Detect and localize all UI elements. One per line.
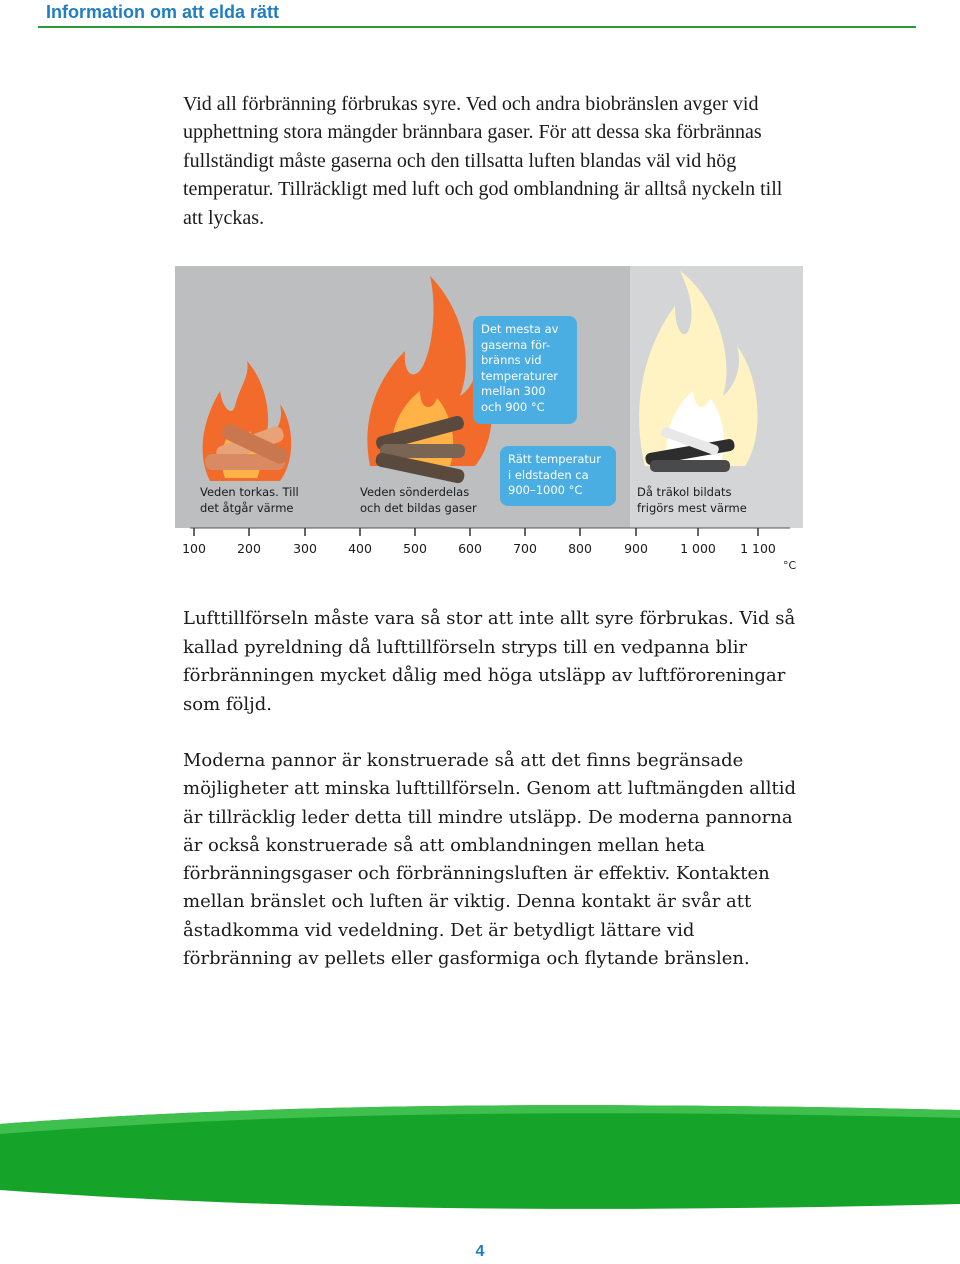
axis-tick-label: 900 <box>624 541 648 556</box>
charcoal-fire-icon <box>639 271 757 472</box>
axis-unit: °C <box>783 559 797 572</box>
axis-tick-label: 300 <box>293 541 317 556</box>
axis-tick-label: 200 <box>237 541 261 556</box>
small-fire-icon <box>203 361 292 481</box>
gas-combustion-bubble: Det mesta av gaserna för- bränns vid temperaturer mellan 300 och 900 °C <box>473 316 577 424</box>
axis-tick-label: 500 <box>403 541 427 556</box>
intro-paragraph: Vid all förbränning förbrukas syre. Ved och andra biobränslen avger vid upphettning stora mängder brännbara gaser. För att dessa ska förbrännas fullständigt måste gaserna och den tillsatta luften blandas väl vid hög temperatur. Tillräckligt med luft och god omblandning är alltså nyckeln till att lyckas. <box>183 93 783 229</box>
page-header <box>38 0 916 28</box>
stage-gas-caption: Veden sönderdelas och det bildas gaser <box>360 485 477 515</box>
temperature-bubble: Rätt temperatur i eldstaden ca 900–1000 °C <box>500 446 616 506</box>
axis-tick-label: 700 <box>513 541 537 556</box>
temperature-axis <box>190 528 790 536</box>
footer-wave <box>0 1100 960 1220</box>
combustion-figure <box>175 266 803 576</box>
axis-tick-label: 800 <box>568 541 592 556</box>
axis-tick-label: 400 <box>348 541 372 556</box>
modern-boilers-paragraph: Moderna pannor är konstruerade så att det finns begränsade möjligheter att minska lufttillförseln. Genom att luftmängden alltid är tillräcklig leder detta till mindre utsläpp. De moderna pannorna är också konstruerade så att omblandningen mellan heta förbränningsgaser och förbränningsluften är effektiv. Kontakten mellan bränslet och luften är viktig. Denna kontakt är svår att åstadkomma vid vedeldning. Det är betydligt lättare vid förbränning av pellets eller gasformiga och flytande bränslen. <box>183 750 797 970</box>
axis-tick-label: 1 100 <box>740 541 776 556</box>
axis-tick-label: 600 <box>458 541 482 556</box>
page-number: 4 <box>475 1243 485 1260</box>
stage-drying-caption: Veden torkas. Till det åtgår värme <box>200 485 299 515</box>
axis-tick-label: 1 000 <box>680 541 716 556</box>
header-title: Information om att elda rätt <box>46 2 280 22</box>
stage-charcoal-caption: Då träkol bildats frigörs mest värme <box>637 485 747 515</box>
air-supply-paragraph: Lufttillförseln måste vara så stor att inte allt syre förbrukas. Vid så kallad pyreldning då lufttillförseln stryps till en vedpanna blir förbränningen mycket dålig med höga utsläpp av luftföroreningar som följd. <box>183 608 796 715</box>
axis-tick-label: 100 <box>182 541 206 556</box>
